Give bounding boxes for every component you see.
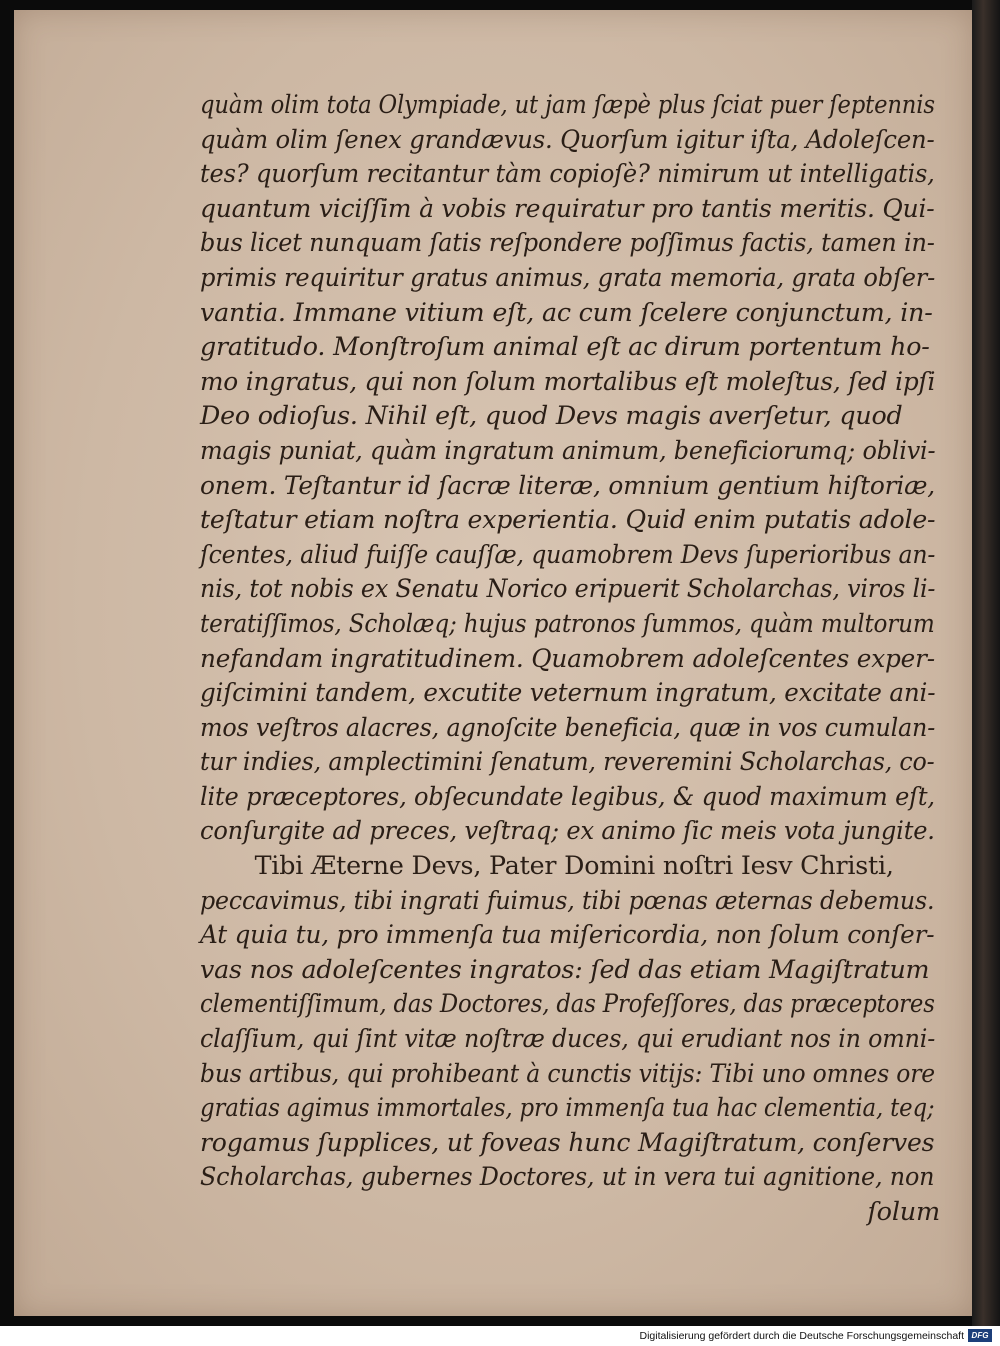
text-line: gratitudo. Monſtroſum animal eſt ac dirum portentum ho- <box>200 332 930 363</box>
text-line: Scholarchas, gubernes Doctores, ut in vera tui agnitione, non <box>200 1162 935 1193</box>
text-line: rogamus ſupplices, ut foveas hunc Magiſtratum, conſerves <box>200 1127 935 1158</box>
text-line: At quia tu, pro immenſa tua miſericordia, non ſolum conſer- <box>200 920 935 951</box>
text-line: vas nos adoleſcentes ingratos: ſed das etiam Magiſtratum <box>200 954 930 985</box>
text-line: teſtatur etiam noſtra experientia. Quid enim putatis adole- <box>200 505 936 536</box>
page-text <box>200 88 940 1230</box>
text-line: quàm olim ſenex grandævus. Quorſum igitur iſta, Adoleſcen- <box>200 124 935 155</box>
dfg-logo-icon: DFG <box>968 1329 992 1342</box>
text-line: onem. Teſtantur id ſacræ literæ, omnium gentium hiſtoriæ, <box>200 470 936 501</box>
book-edge <box>972 0 1000 1326</box>
text-line: ſcentes, aliud fuiſſe cauſſæ, quamobrem Devs ſuperioribus an- <box>200 539 936 570</box>
text-line: tur indies, amplectimini ſenatum, reveremini Scholarchas, co- <box>200 747 935 778</box>
text-line: conſurgite ad preces, veſtraq; ex animo ſic meis vota jungite. <box>200 816 935 847</box>
text-line: peccavimus, tibi ingrati fuimus, tibi pœnas æternas debemus. <box>200 885 935 916</box>
text-line: gratias agimus immortales, pro immenſa tua hac clementia, teq; <box>200 1093 935 1124</box>
text-line: magis puniat, quàm ingratum animum, beneficiorumq; oblivi- <box>200 435 936 466</box>
text-line: vantia. Immane vitium eſt, ac cum ſcelere conjunctum, in- <box>200 297 933 328</box>
funding-credit: Digitalisierung gefördert durch die Deutsche Forschungsgemeinschaft <box>639 1330 964 1342</box>
text-line: giſcimini tandem, excutite veternum ingratum, excitate ani- <box>200 678 936 709</box>
text-line: teratiſſimos, Scholæq; hujus patronos ſummos, quàm multorum <box>200 608 935 639</box>
text-line: tes? quorſum recitantur tàm copioſè? nimirum ut intelligatis, <box>200 159 935 190</box>
text-line: bus artibus, qui prohibeant à cunctis vitijs: Tibi uno omnes ore <box>200 1058 935 1089</box>
text-line: Deo odioſus. Nihil eſt, quod Devs magis averſetur, quod <box>200 401 903 432</box>
text-line: claſſium, qui ſint vitæ noſtræ duces, qui erudiant nos in omni- <box>200 1024 936 1055</box>
text-line: nis, tot nobis ex Senatu Norico eripuerit Scholarchas, viros li- <box>200 574 936 605</box>
text-line: quàm olim tota Olympiade, ut jam ſæpè plus ſciat puer ſeptennis <box>200 90 935 120</box>
text-line: bus licet nunquam ſatis reſpondere poſſimus factis, tamen in- <box>200 228 935 259</box>
text-line: lite præceptores, obſecundate legibus, & quod maximum eſt, <box>200 781 935 812</box>
text-line: primis requiritur gratus animus, grata memoria, grata obſer- <box>200 262 936 293</box>
text-line: clementiſſimum, das Doctores, das Profeſſores, das præceptores <box>200 989 935 1020</box>
footer-bar <box>0 1326 1000 1346</box>
prayer-start-line: Tibi Æterne Devs, Pater Domini noſtri Iesv Christi, <box>254 851 894 882</box>
text-line: mos veſtros alacres, agnoſcite beneficia, quæ in vos cumulan- <box>200 712 936 743</box>
text-line: nefandam ingratitudinem. Quamobrem adoleſcentes exper- <box>200 643 935 674</box>
catchword: ſolum <box>867 1197 940 1227</box>
text-line: quantum viciſſim à vobis requiratur pro tantis meritis. Qui- <box>200 193 935 224</box>
text-line: mo ingratus, qui non ſolum mortalibus eſt moleſtus, ſed ipſi <box>200 366 936 397</box>
